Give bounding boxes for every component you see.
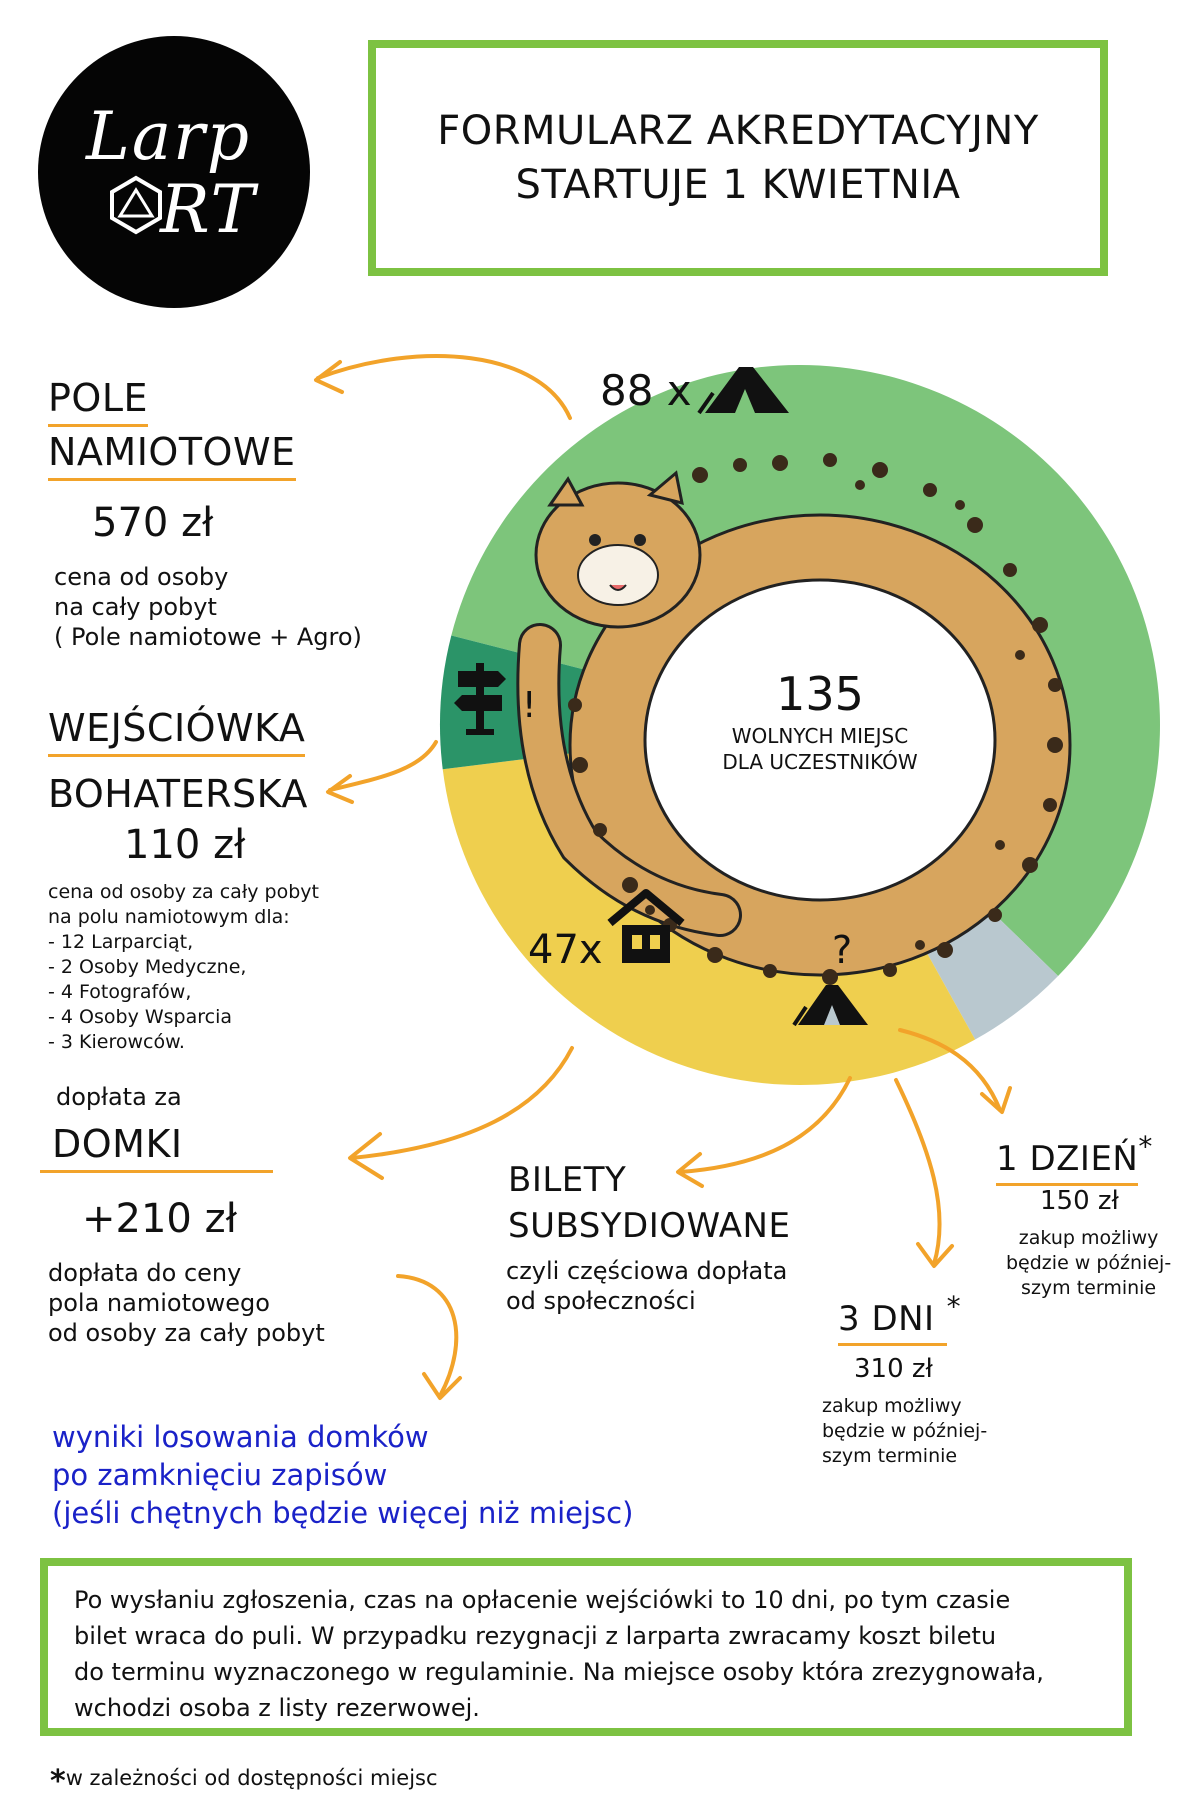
footnote-text: w zależności od dostępności miejsc [65, 1766, 438, 1790]
footnote [50, 1764, 438, 1799]
question-mark: ? [832, 928, 853, 972]
arrow-to-cabins [352, 1048, 572, 1158]
footnote-star: * [50, 1764, 66, 1799]
three-days-price: 310 zł [854, 1354, 933, 1384]
payment-info-line-4: wchodzi osoba z listy rezerwowej. [74, 1694, 480, 1722]
role-item: - 4 Fotografów, [48, 981, 192, 1003]
hero-exclamation: ! [522, 685, 537, 726]
arrowhead [424, 1374, 460, 1398]
role-item: - 12 Larparciąt, [48, 931, 194, 953]
hero-ticket-title-2: BOHATERSKA [48, 772, 308, 816]
three-days-desc: zakup możliwy będzie w później- szym terminie [822, 1395, 988, 1467]
cabins-pre-label: dopłata za [56, 1083, 182, 1111]
arrow-to-subsidized [680, 1078, 850, 1172]
tent-field-title-2: NAMIOTOWE [48, 430, 296, 481]
arrow-to-tent-field [318, 356, 570, 418]
one-day-price: 150 zł [1040, 1186, 1119, 1216]
three-days-title: 3 DNI * [838, 1290, 961, 1346]
role-item: - 4 Osoby Wsparcia [48, 1006, 232, 1028]
logo-text-bottom: RT [160, 171, 257, 248]
cabins-desc: dopłata do ceny pola namiotowego od osoby za cały pobyt [48, 1259, 325, 1347]
cabins-price: +210 zł [82, 1196, 237, 1242]
subsidized-title-1: BILETY [508, 1160, 627, 1200]
payment-info-line-2: bilet wraca do puli. W przypadku rezygnacji z larparta zwracamy koszt biletu [74, 1622, 997, 1650]
free-places-line-1: WOLNYCH MIEJSC [731, 724, 909, 748]
role-item: - 3 Kierowców. [48, 1031, 185, 1053]
payment-info-line-3: do terminu wyznaczonego w regulaminie. Na miejsce osoby która zrezygnowała, [74, 1658, 1044, 1686]
tent-field-desc: cena od osoby na cały pobyt ( Pole namiotowe + Agro) [54, 563, 362, 651]
payment-info-box [40, 1558, 1132, 1736]
tent-field-title-1: POLE [48, 376, 148, 427]
arrow-to-three-days [896, 1080, 940, 1264]
arrowhead [316, 362, 342, 392]
role-item: - 2 Osoby Medyczne, [48, 956, 247, 978]
tent-count-label: 88 x [600, 366, 692, 415]
lottery-note: wyniki losowania domków po zamknięciu zapisów (jeśli chętnych będzie więcej niż miejsc) [52, 1420, 634, 1530]
cabin-count-label: 47x [528, 927, 603, 973]
hero-ticket-title-1: WEJŚCIÓWKA [48, 706, 305, 757]
one-day-desc: zakup możliwy będzie w później- szym terminie [1006, 1227, 1172, 1299]
logo-text-top: Larp [86, 98, 251, 175]
header-line-2: STARTUJE 1 KWIETNIA [515, 162, 961, 208]
free-places-line-2: DLA UCZESTNIKÓW [722, 750, 918, 774]
arrow-to-hero-ticket [330, 742, 436, 790]
tent-field-price: 570 zł [92, 500, 214, 546]
cabins-title: DOMKI [40, 1122, 273, 1173]
subsidized-desc: czyli częściowa dopłata od społeczności [506, 1257, 788, 1315]
hero-ticket-desc: cena od osoby za cały pobyt na polu namiotowym dla: - 12 Larparciąt, - 2 Osoby Medyczne, - 4 Fotografów, - 4 Osoby Wsparcia - 3 Kierowców. [48, 881, 319, 1053]
hero-ticket-price: 110 zł [124, 822, 246, 868]
free-places-number: 135 [776, 667, 864, 721]
payment-info-line-1: Po wysłaniu zgłoszenia, czas na opłacenie wejściówki to 10 dni, po tym czasie [74, 1586, 1011, 1614]
subsidized-title-2: SUBSYDIOWANE [508, 1206, 791, 1246]
header-line-1: FORMULARZ AKREDYTACYJNY [437, 108, 1039, 154]
one-day-title: 1 DZIEŃ* [996, 1130, 1153, 1186]
